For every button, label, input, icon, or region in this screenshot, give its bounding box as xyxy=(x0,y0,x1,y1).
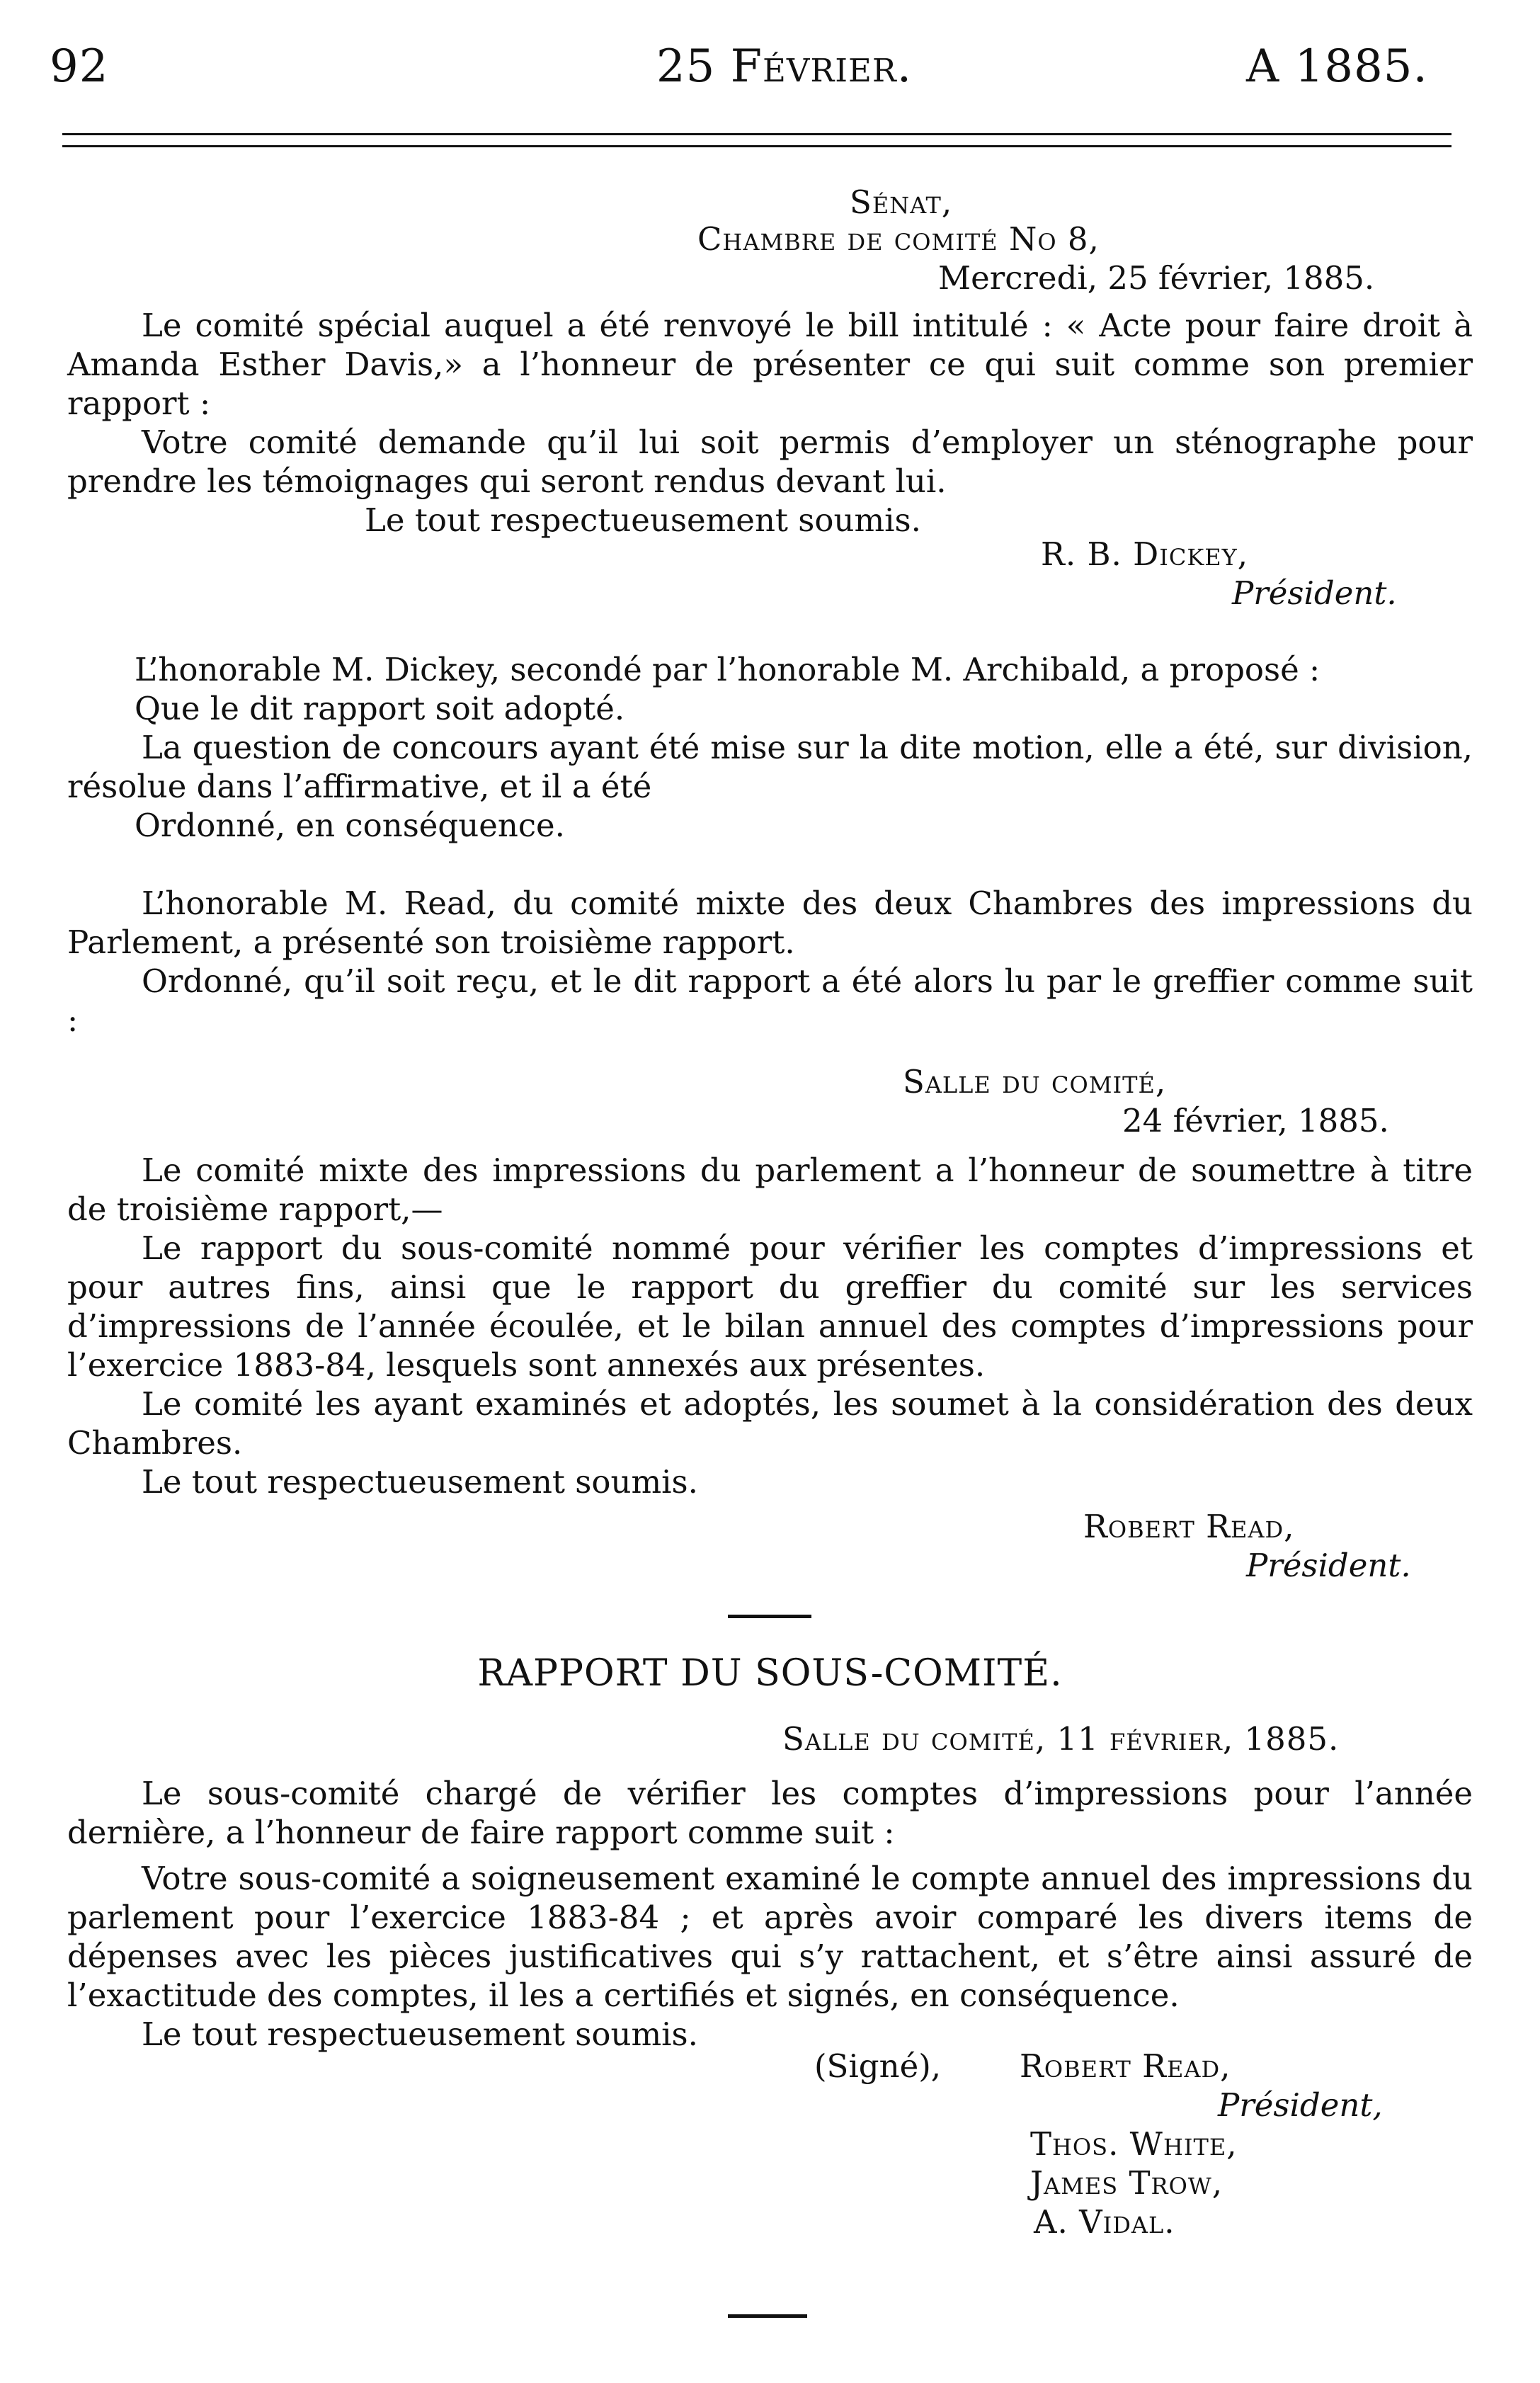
committee-room: Salle du comité, xyxy=(903,1063,1167,1100)
joint-paragraph: Le comité mixte des impressions du parlement a l’honneur de soumettre à titre de troisième rapport,— xyxy=(67,1151,1473,1228)
signature-name: Robert Read, xyxy=(1083,1508,1295,1545)
running-year: A 1885. xyxy=(1246,40,1428,93)
signatory: James Trow, xyxy=(1030,2164,1224,2202)
joint-committee-block xyxy=(67,884,1473,1040)
signature-name: Robert Read, xyxy=(1020,2047,1231,2085)
joint-paragraph: Le rapport du sous-comité nommé pour vérifier les comptes d’impressions et pour autres fins, ainsi que le rapport du greffier du comité sur les services d’impressions de l’année écoulée, et le bilan annuel des comptes d’impressions pour l’exercice 1883-84, lesquels sont annexés aux présentes. xyxy=(67,1229,1473,1384)
joint-paragraph: L’honorable M. Read, du comité mixte des deux Chambres des impressions du Parlement, a présenté son troisième rapport. xyxy=(67,885,1473,961)
committee-room: Chambre de comité No 8, xyxy=(697,220,1100,258)
report-date: 24 février, 1885. xyxy=(1122,1102,1389,1139)
signatory: Thos. White, xyxy=(1030,2125,1238,2163)
signatory: A. Vidal. xyxy=(1034,2203,1175,2241)
signed-label: (Signé), xyxy=(814,2047,942,2085)
motion-paragraph: L’honorable M. Dickey, secondé par l’honorable M. Archibald, a proposé : xyxy=(135,651,1321,688)
joint-paragraph: Ordonné, qu’il soit reçu, et le dit rapport a été alors lu par le greffier comme suit : xyxy=(67,962,1473,1039)
motion-paragraph: Que le dit rapport soit adopté. xyxy=(135,690,625,727)
closing-line: Le tout respectueusement soumis. xyxy=(365,501,921,539)
motion-paragraph: La question de concours ayant été mise sur la dite motion, elle a été, sur division, résolue dans l’affirmative, et il a été xyxy=(67,729,1473,805)
closing-line: Le tout respectueusement soumis. xyxy=(142,2015,698,2053)
running-date: 25 Février. xyxy=(656,40,913,93)
header-double-rule xyxy=(62,133,1451,147)
report-body-1 xyxy=(67,306,1473,540)
subcommittee-paragraph: Votre sous-comité a soigneusement examiné le compte annuel des impressions du parlement pour l’exercice 1883-84 ; et après avoir comparé les divers items de dépenses avec les pièces justificatives qui s’y rattachent, et s’être ainsi assuré de l’exactitude des comptes, il les a certifiés et signés, en conséquence. xyxy=(67,1860,1473,2014)
closing-line: Le tout respectueusement soumis. xyxy=(142,1463,698,1501)
signature-title: Président, xyxy=(1218,2086,1383,2124)
subcommittee-title: RAPPORT DU SOUS-COMITÉ. xyxy=(477,1652,1063,1695)
report-date: Mercredi, 25 février, 1885. xyxy=(938,259,1375,297)
joint-paragraph: Le comité les ayant examinés et adoptés, les soumet à la considération des deux Chambres. xyxy=(67,1385,1473,1462)
signature-title: Président. xyxy=(1246,1547,1411,1584)
signature-title: Président. xyxy=(1232,574,1397,612)
motion-paragraph: Ordonné, en conséquence. xyxy=(135,807,565,844)
subcommittee-date: Salle du comité, 11 février, 1885. xyxy=(782,1720,1340,1758)
section-divider xyxy=(728,1615,811,1618)
joint-report-body xyxy=(67,1151,1473,1501)
report-paragraph: Votre comité demande qu’il lui soit permis d’employer un sténographe pour prendre les témoignages qui seront rendus devant lui. xyxy=(67,423,1473,500)
section-divider xyxy=(728,2314,807,2318)
signature-name: R. B. Dickey, xyxy=(1041,535,1249,573)
subcommittee-body xyxy=(67,1774,1473,2054)
senate-heading: Sénat, xyxy=(850,183,953,221)
motion-block xyxy=(67,650,1473,845)
subcommittee-paragraph: Le sous-comité chargé de vérifier les comptes d’impressions pour l’année dernière, a l’honneur de faire rapport comme suit : xyxy=(67,1775,1473,1851)
report-paragraph: Le comité spécial auquel a été renvoyé le bill intitulé : « Acte pour faire droit à Amanda Esther Davis,» a l’honneur de présenter ce qui suit comme son premier rapport : xyxy=(67,307,1473,422)
page-number: 92 xyxy=(50,40,109,93)
